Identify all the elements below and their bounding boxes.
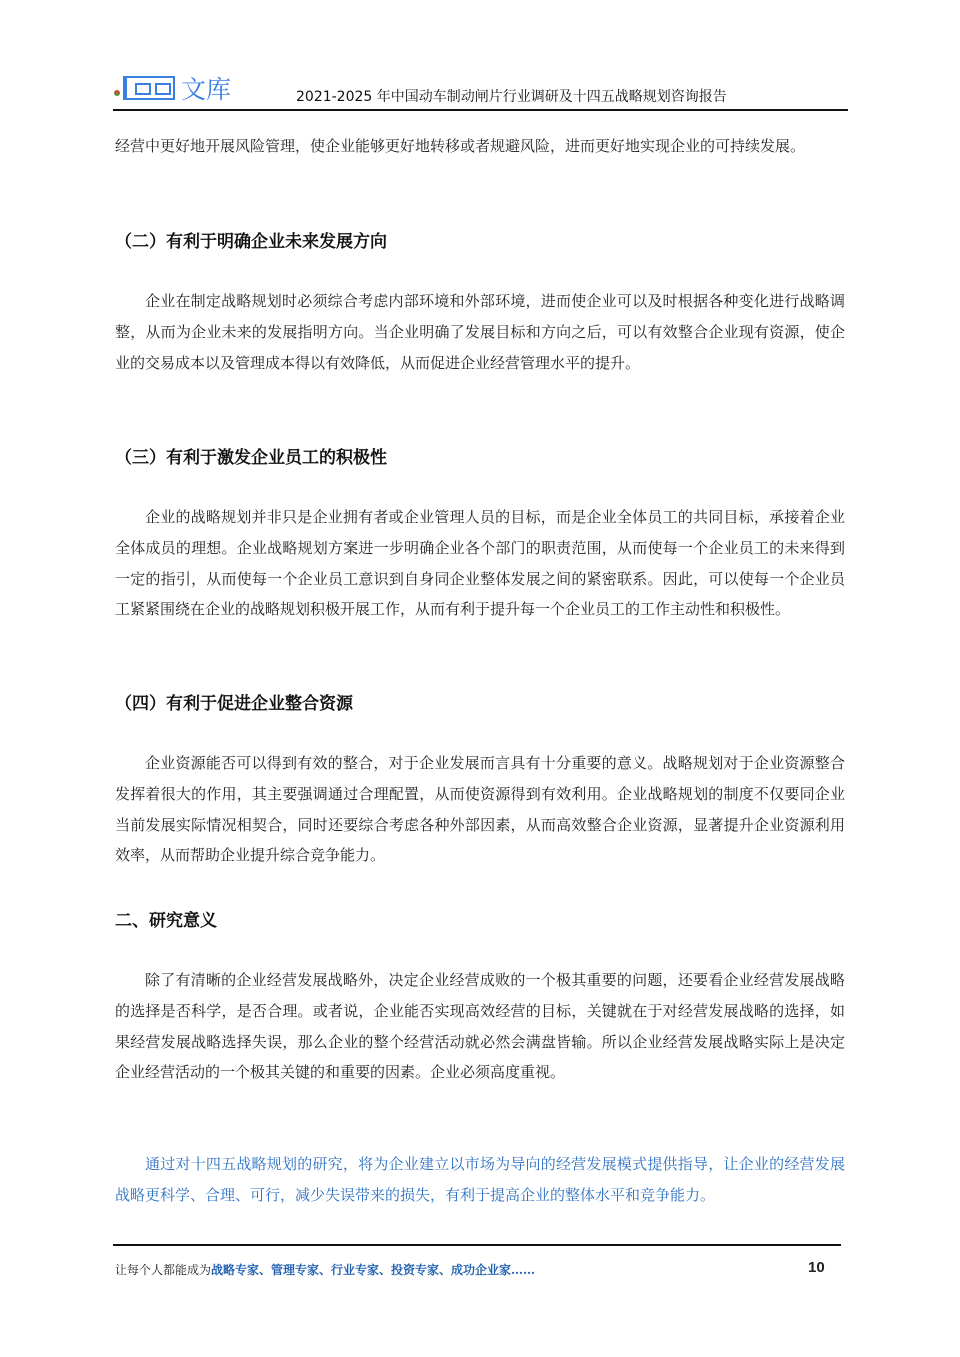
page-number: 10	[808, 1259, 825, 1276]
section-heading: 二、研究意义	[115, 911, 217, 931]
footer-slogan	[115, 1261, 535, 1278]
document-title: 2021-2025 年中国动车制动闸片行业调研及十四五战略规划咨询报告	[296, 89, 727, 105]
paragraph: 企业资源能否可以得到有效的整合，对于企业发展而言具有十分重要的意义。战略规划对于企业资源整合发挥着很大的作用，其主要强调通过合理配置，从而使资源得到有效利用。企业战略规划的制度不仅要同企业当前发展实际情况相契合，同时还要综合考虑各种外部因素，从而高效整合企业资源，显著提升企业资源利用效率，从而帮助企业提升综合竞争能力。	[115, 754, 845, 865]
paragraph: 企业在制定战略规划时必须综合考虑内部环境和外部环境，进而使企业可以及时根据各种变化进行战略调整，从而为企业未来的发展指明方向。当企业明确了发展目标和方向之后，可以有效整合企业现有资源，使企业的交易成本以及管理成本得以有效降低，从而促进企业经营管理水平的提升。	[115, 292, 845, 372]
paragraph: 经营中更好地开展风险管理，使企业能够更好地转移或者规避风险，进而更好地实现企业的可持续发展。	[115, 137, 806, 155]
logo-dot-icon	[114, 90, 120, 96]
paragraph: 企业的战略规划并非只是企业拥有者或企业管理人员的目标，而是企业全体员工的共同目标，承接着企业全体成员的理想。企业战略规划方案进一步明确企业各个部门的职责范围，从而使每一个企业员工的未来得到一定的指引，从而使每一个企业员工意识到自身同企业整体发展之间的紧密联系。因此，可以使每一个企业员工紧紧围绕在企业的战略规划积极开展工作，从而有利于提升每一个企业员工的工作主动性和积极性。	[115, 508, 845, 619]
logo-mark-icon	[123, 76, 175, 100]
paragraph: 除了有清晰的企业经营发展战略外，决定企业经营成败的一个极其重要的问题，还要看企业经营发展战略的选择是否科学，是否合理。或者说，企业能否实现高效经营的目标，关键就在于对经营发展战略的选择，如果经营发展战略选择失误，那么企业的整个经营活动就必然会满盘皆输。所以企业经营发展战略实际上是决定企业经营活动的一个极其关键的和重要的因素。企业必须高度重视。	[115, 971, 845, 1082]
highlight-paragraph: 通过对十四五战略规划的研究，将为企业建立以市场为导向的经营发展模式提供指导，让企业的经营发展战略更科学、合理、可行，减少失误带来的损失，有利于提高企业的整体水平和竞争能力。	[115, 1155, 845, 1204]
logo-text: 文库	[181, 75, 232, 104]
footer-roles: 战略专家、管理专家、行业专家、投资专家、成功企业家……	[211, 1263, 536, 1277]
section-heading: （二）有利于明确企业未来发展方向	[115, 232, 387, 252]
logo	[114, 70, 231, 106]
footer-prefix: 让每个人都能成为	[115, 1263, 212, 1277]
section-heading: （三）有利于激发企业员工的积极性	[115, 448, 387, 468]
section-heading: （四）有利于促进企业整合资源	[115, 694, 353, 714]
footer-divider	[113, 1244, 841, 1246]
header-divider	[113, 109, 848, 111]
